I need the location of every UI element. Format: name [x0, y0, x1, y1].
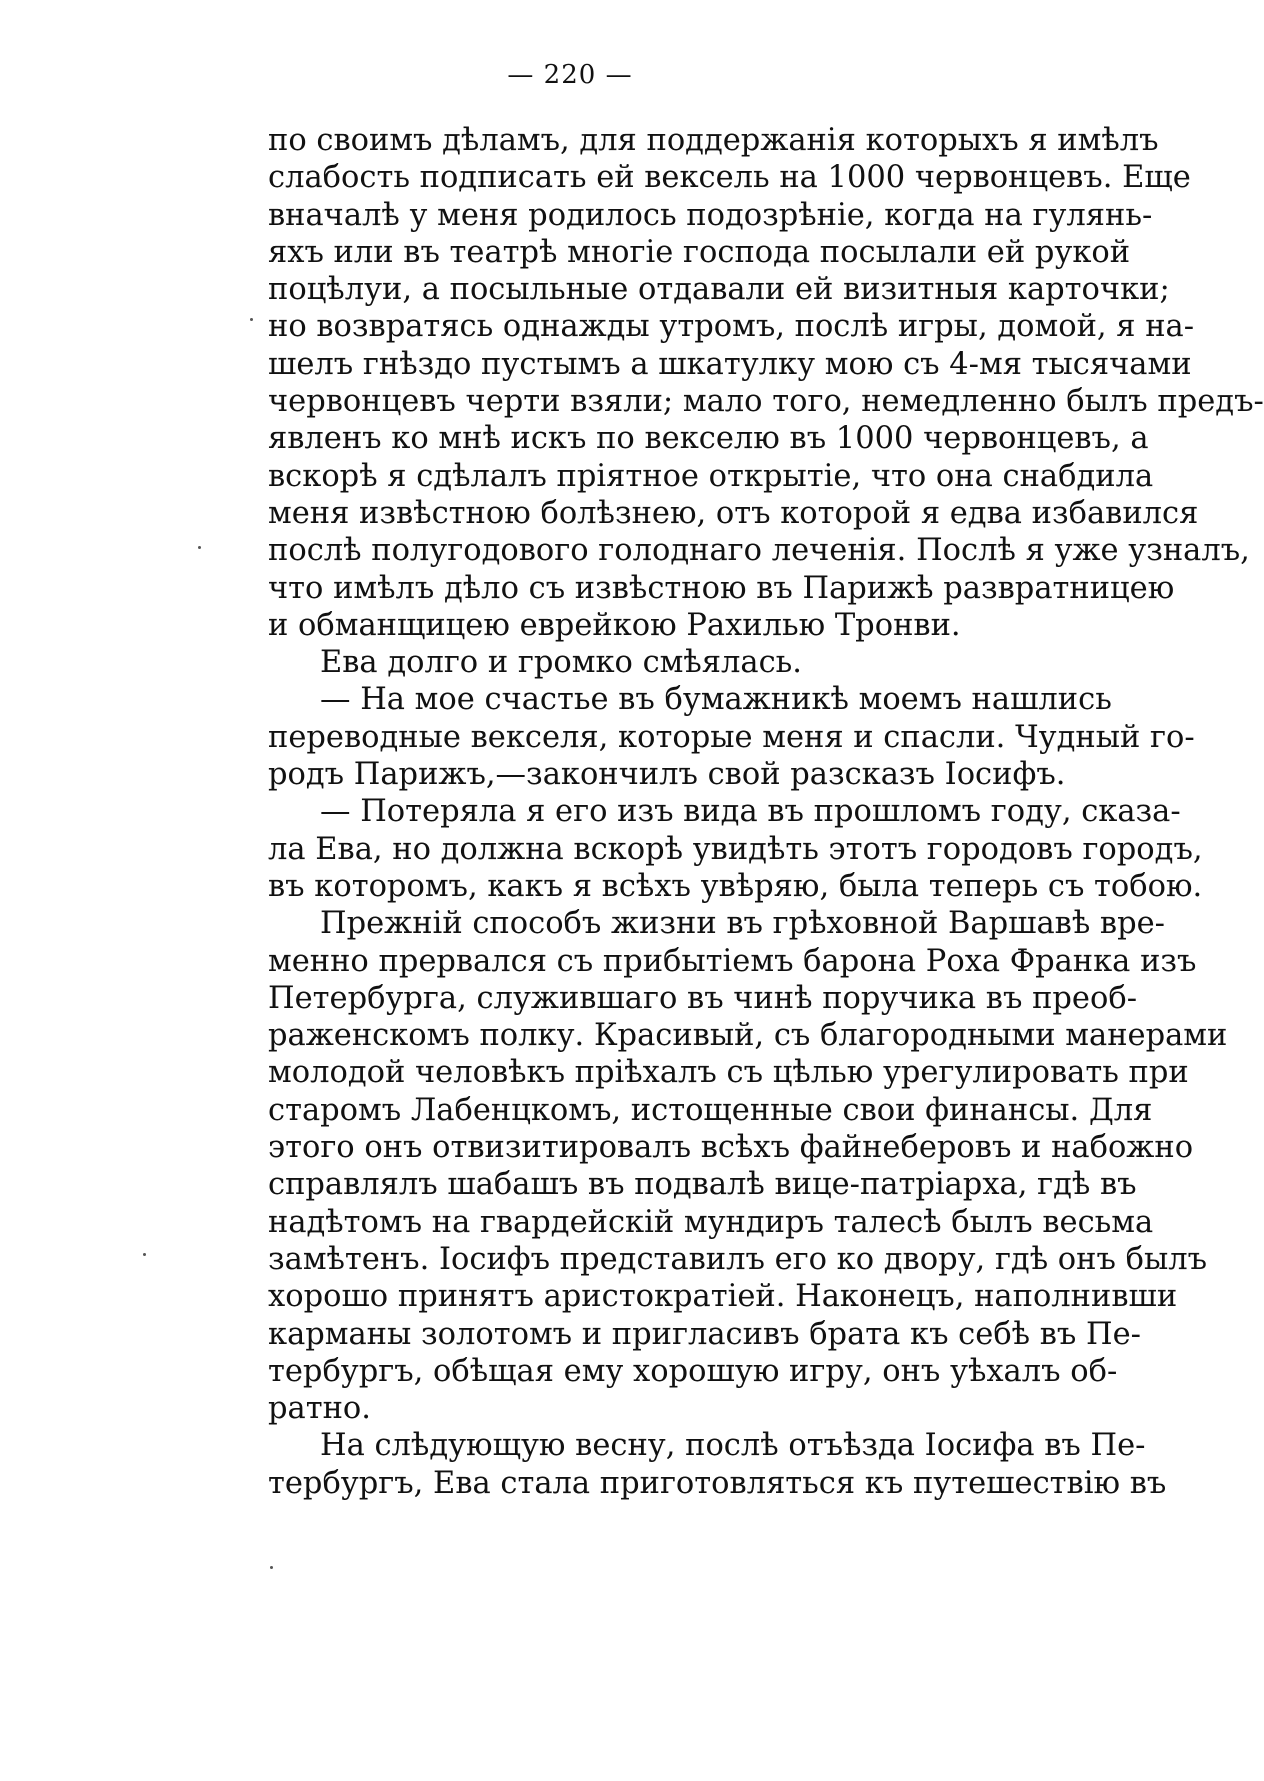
text-line: меня извѣстною болѣзнею, отъ которой я едва избавился	[268, 495, 1199, 531]
text-line: тербургъ, Ева стала приготовляться къ путешествію въ	[268, 1465, 1167, 1501]
text-line: Петербурга, служившаго въ чинѣ поручика въ преоб-	[268, 980, 1137, 1016]
text-line: Ева долго и громко смѣялась.	[320, 645, 802, 681]
text-line: менно прервался съ прибытіемъ барона Роха Франка изъ	[268, 943, 1197, 979]
text-line: карманы золотомъ и пригласивъ брата къ себѣ въ Пе-	[268, 1316, 1141, 1352]
text-line: въ которомъ, какъ я всѣхъ увѣряю, была теперь съ тобою.	[268, 868, 1203, 904]
text-line: ратно.	[268, 1391, 371, 1427]
text-line: что имѣлъ дѣло съ извѣстною въ Парижѣ развратницею	[268, 570, 1175, 606]
text-line: На слѣдующую весну, послѣ отъѣзда Іосифа въ Пе-	[320, 1428, 1146, 1464]
scan-speck	[198, 546, 201, 549]
text-line: — На мое счастье въ бумажникѣ моемъ нашлись	[320, 682, 1112, 718]
text-line: хорошо принятъ аристократіей. Наконецъ, наполнивши	[268, 1279, 1178, 1315]
text-line: — Потеряла я его изъ вида въ прошломъ году, сказа-	[320, 794, 1181, 830]
text-line: этого онъ отвизитировалъ всѣхъ файнеберовъ и набожно	[268, 1130, 1194, 1166]
text-line: старомъ Лабенцкомъ, истощенные свои финансы. Для	[268, 1092, 1153, 1128]
text-line: яхъ или въ театрѣ многіе господа посылали ей рукой	[268, 234, 1131, 270]
text-line: молодой человѣкъ пріѣхалъ съ цѣлью урегулировать при	[268, 1055, 1189, 1091]
scan-speck	[270, 1566, 273, 1569]
text-line: и обманщицею еврейкою Рахилью Тронви.	[268, 607, 961, 643]
text-line: справлялъ шабашъ въ подвалѣ вице-патріарха, гдѣ въ	[268, 1167, 1137, 1203]
text-line: по своимъ дѣламъ, для поддержанія которыхъ я имѣлъ	[268, 123, 1159, 158]
text-line: ла Ева, но должна вскорѣ увидѣть этотъ городовъ городъ,	[268, 831, 1203, 867]
text-line: явленъ ко мнѣ искъ по векселю въ 1000 червонцевъ, а	[268, 421, 1149, 457]
text-line: надѣтомъ на гвардейскій мундиръ талесѣ былъ весьма	[268, 1204, 1154, 1240]
scan-speck	[250, 318, 253, 321]
text-line: родъ Парижъ,—закончилъ свой разсказъ Іосифъ.	[268, 757, 1066, 793]
text-line: замѣтенъ. Іосифъ представилъ его ко двору, гдѣ онъ былъ	[268, 1241, 1208, 1277]
text-line: слабость подписать ей вексель на 1000 червонцевъ. Еще	[268, 160, 1191, 196]
text-line: вскорѣ я сдѣлалъ пріятное открытіе, что она снабдила	[268, 458, 1154, 494]
page-number: — 220 —	[507, 60, 633, 90]
text-line: шелъ гнѣздо пустымъ а шкатулку мою съ 4-мя тысячами	[268, 346, 1192, 382]
text-line: поцѣлуи, а посыльные отдавали ей визитныя карточки;	[268, 272, 1170, 308]
text-line: вначалѣ у меня родилось подозрѣніе, когда на гулянь-	[268, 197, 1153, 233]
text-line: послѣ полугодового голоднаго леченія. Послѣ я уже узналъ,	[268, 533, 1250, 569]
text-line: но возвратясь однажды утромъ, послѣ игры, домой, я на-	[268, 309, 1195, 345]
text-line: переводные векселя, которые меня и спасли. Чудный го-	[268, 719, 1195, 755]
text-line: раженскомъ полку. Красивый, съ благородными манерами	[268, 1018, 1228, 1054]
text-line: Прежній способъ жизни въ грѣховной Варшавѣ вре-	[320, 906, 1165, 942]
text-line: червонцевъ черти взяли; мало того, немедленно былъ предъ-	[268, 384, 1264, 420]
scan-speck	[143, 1253, 146, 1256]
body-text	[268, 122, 1264, 1502]
text-line: тербургъ, обѣщая ему хорошую игру, онъ уѣхалъ об-	[268, 1353, 1118, 1389]
